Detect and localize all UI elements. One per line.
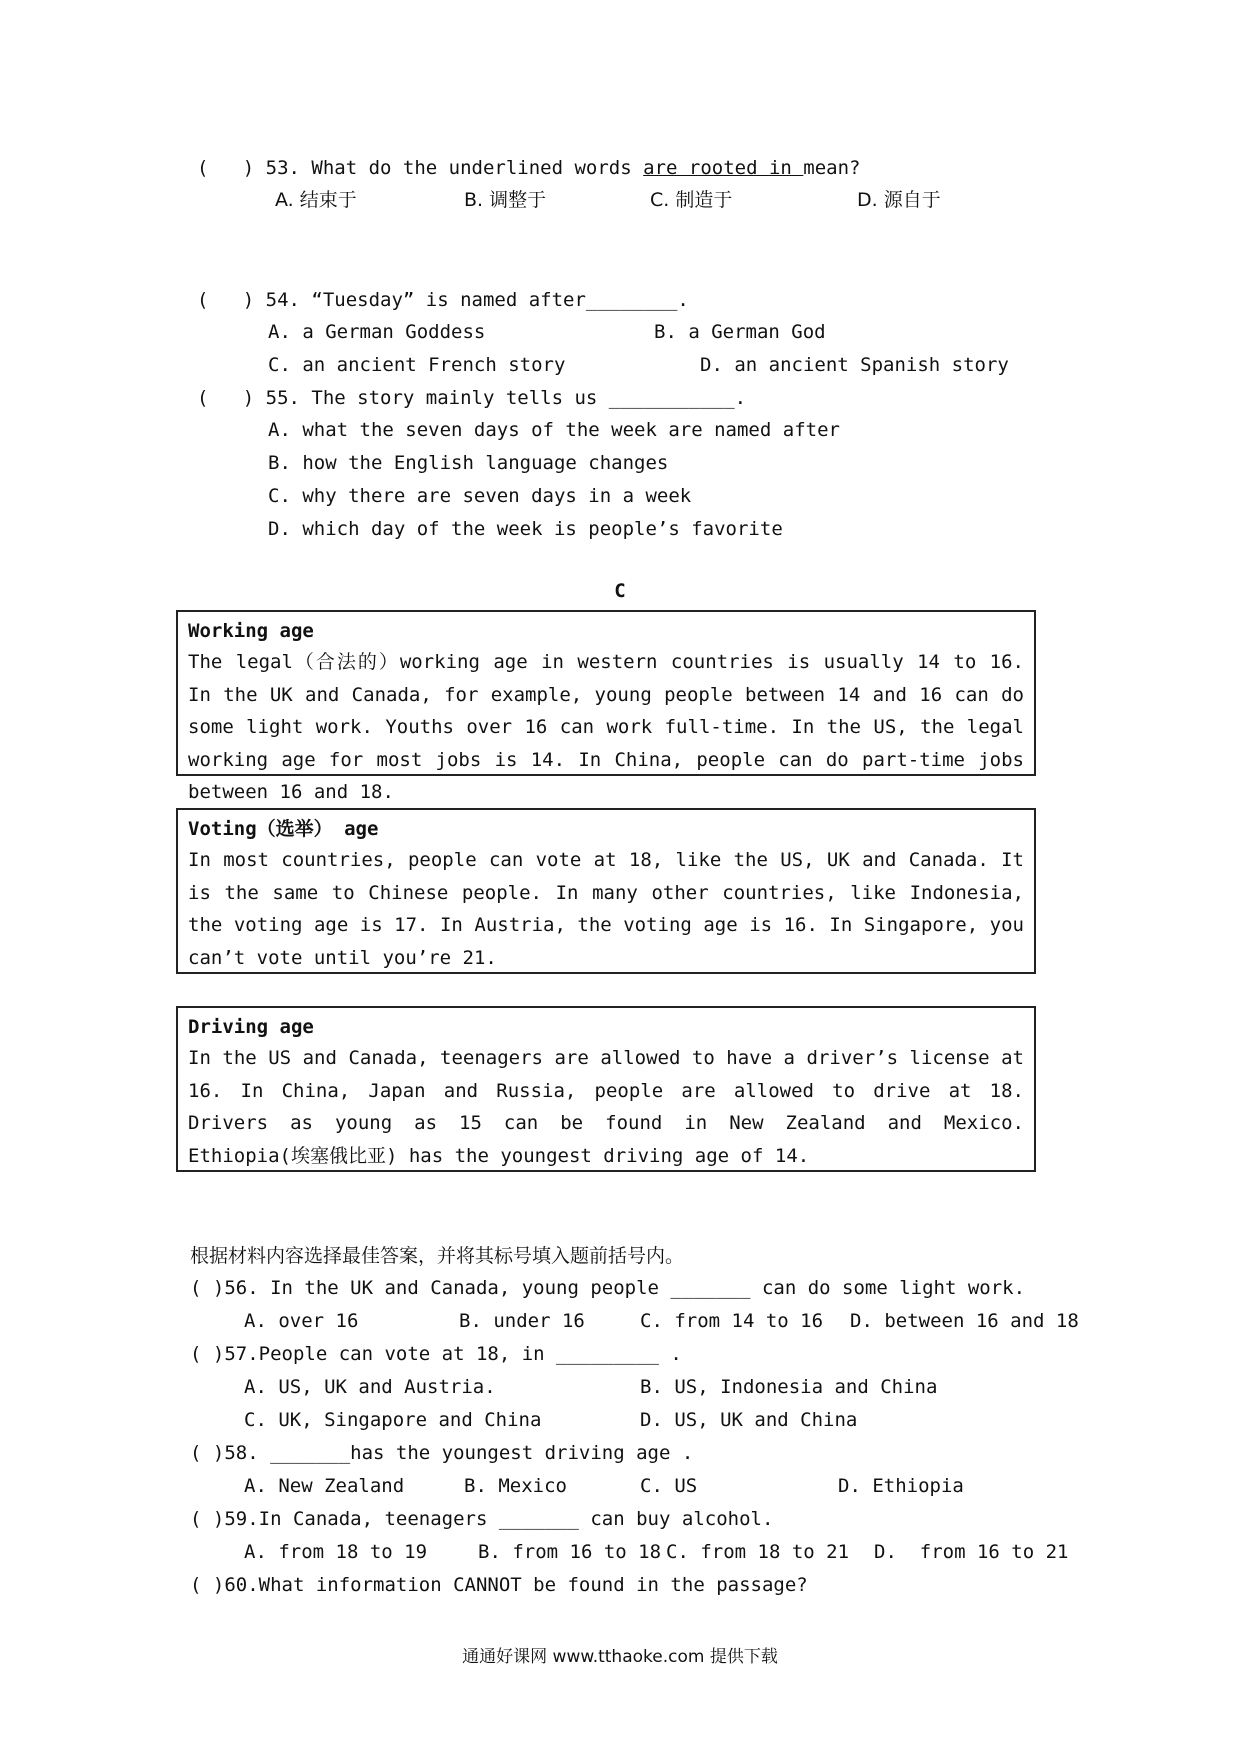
q54-option-c: C. an ancient French story xyxy=(268,354,566,376)
q54-option-b: B. a German God xyxy=(654,321,826,343)
q53-stem-prefix: ( ) 53. What do the underlined words xyxy=(197,157,644,179)
q55-option-b: B. how the English language changes xyxy=(268,452,669,474)
q58-option-b: B. Mexico xyxy=(464,1475,567,1497)
voting-age-title: Voting（选举） age xyxy=(188,818,379,840)
question-57: ( )57.People can vote at 18, in _________ . xyxy=(190,1343,682,1365)
driving-age-box xyxy=(176,1006,1036,1172)
question-58: ( )58. _______has the youngest driving age . xyxy=(190,1442,694,1464)
q58-option-c: C. US xyxy=(640,1475,698,1497)
q57-option-a: A. US, UK and Austria. xyxy=(244,1376,496,1398)
q59-option-b: B. from 16 to 18 xyxy=(478,1541,662,1563)
question-60: ( )60.What information CANNOT be found in the passage? xyxy=(190,1574,808,1596)
question-53 xyxy=(197,156,860,180)
q58-option-a: A. New Zealand xyxy=(244,1475,405,1497)
question-55: ( ) 55. The story mainly tells us ___________. xyxy=(197,387,747,409)
working-age-text: The legal（合法的）working age in western countries is usually 14 to 16. In the UK and Canada, for example, young people between 14 and 16 can do some light work. Youths over 16 can work full-time. In the US, the legal working age for most jobs is 14. In China, people can do part-time jobs between 16 and 18. xyxy=(188,651,1024,803)
question-54: ( ) 54. “Tuesday” is named after________. xyxy=(197,289,689,311)
footer-source: 通通好课网 www.tthaoke.com 提供下载 xyxy=(462,1647,778,1667)
q53-option-a: A. 结束于 xyxy=(275,189,357,211)
q53-option-c: C. 制造于 xyxy=(650,189,733,211)
q56-option-c: C. from 14 to 16 xyxy=(640,1310,824,1332)
q53-option-b: B. 调整于 xyxy=(464,189,547,211)
q56-option-b: B. under 16 xyxy=(459,1310,585,1332)
q55-option-a: A. what the seven days of the week are named after xyxy=(268,419,840,441)
q56-option-d: D. between 16 and 18 xyxy=(850,1310,1079,1332)
q54-option-d: D. an ancient Spanish story xyxy=(700,354,1009,376)
question-56: ( )56. In the UK and Canada, young people _______ can do some light work. xyxy=(190,1277,1026,1299)
working-age-title: Working age xyxy=(188,620,314,642)
q58-option-d: D. Ethiopia xyxy=(838,1475,964,1497)
q59-option-c: C. from 18 to 21 xyxy=(666,1541,850,1563)
q55-option-c: C. why there are seven days in a week xyxy=(268,485,692,507)
question-59: ( )59.In Canada, teenagers _______ can buy alcohol. xyxy=(190,1508,774,1530)
q55-option-d: D. which day of the week is people’s favorite xyxy=(268,518,783,540)
driving-age-title: Driving age xyxy=(188,1016,314,1038)
section-label: C xyxy=(614,580,626,602)
q56-option-a: A. over 16 xyxy=(244,1310,359,1332)
q57-option-d: D. US, UK and China xyxy=(640,1409,858,1431)
driving-age-text: In the US and Canada, teenagers are allowed to have a driver’s license at 16. In China, Japan and Russia, people are allowed to drive at 18. Drivers as young as 15 can be found in New Zealand and Mexico. Ethiopia(埃塞俄比亚) has the youngest driving age of 14. xyxy=(188,1047,1024,1167)
instruction: 根据材料内容选择最佳答案，并将其标号填入题前括号内。 xyxy=(190,1245,685,1267)
q57-option-b: B. US, Indonesia and China xyxy=(640,1376,938,1398)
q53-option-d: D. 源自于 xyxy=(857,189,941,211)
q53-stem-suffix: mean? xyxy=(803,157,861,179)
q59-option-a: A. from 18 to 19 xyxy=(244,1541,428,1563)
q53-underlined-words: are rooted in xyxy=(643,157,804,179)
voting-age-text: In most countries, people can vote at 18, like the US, UK and Canada. It is the same to Chinese people. In many other countries, like Indonesia, the voting age is 17. In Austria, the voting age is 16. In Singapore, you can’t vote until you’re 21. xyxy=(188,849,1024,969)
q54-option-a: A. a German Goddess xyxy=(268,321,486,343)
q57-option-c: C. UK, Singapore and China xyxy=(244,1409,542,1431)
q59-option-d: D. from 16 to 21 xyxy=(874,1541,1069,1563)
voting-age-box xyxy=(176,808,1036,974)
working-age-box xyxy=(176,610,1036,803)
